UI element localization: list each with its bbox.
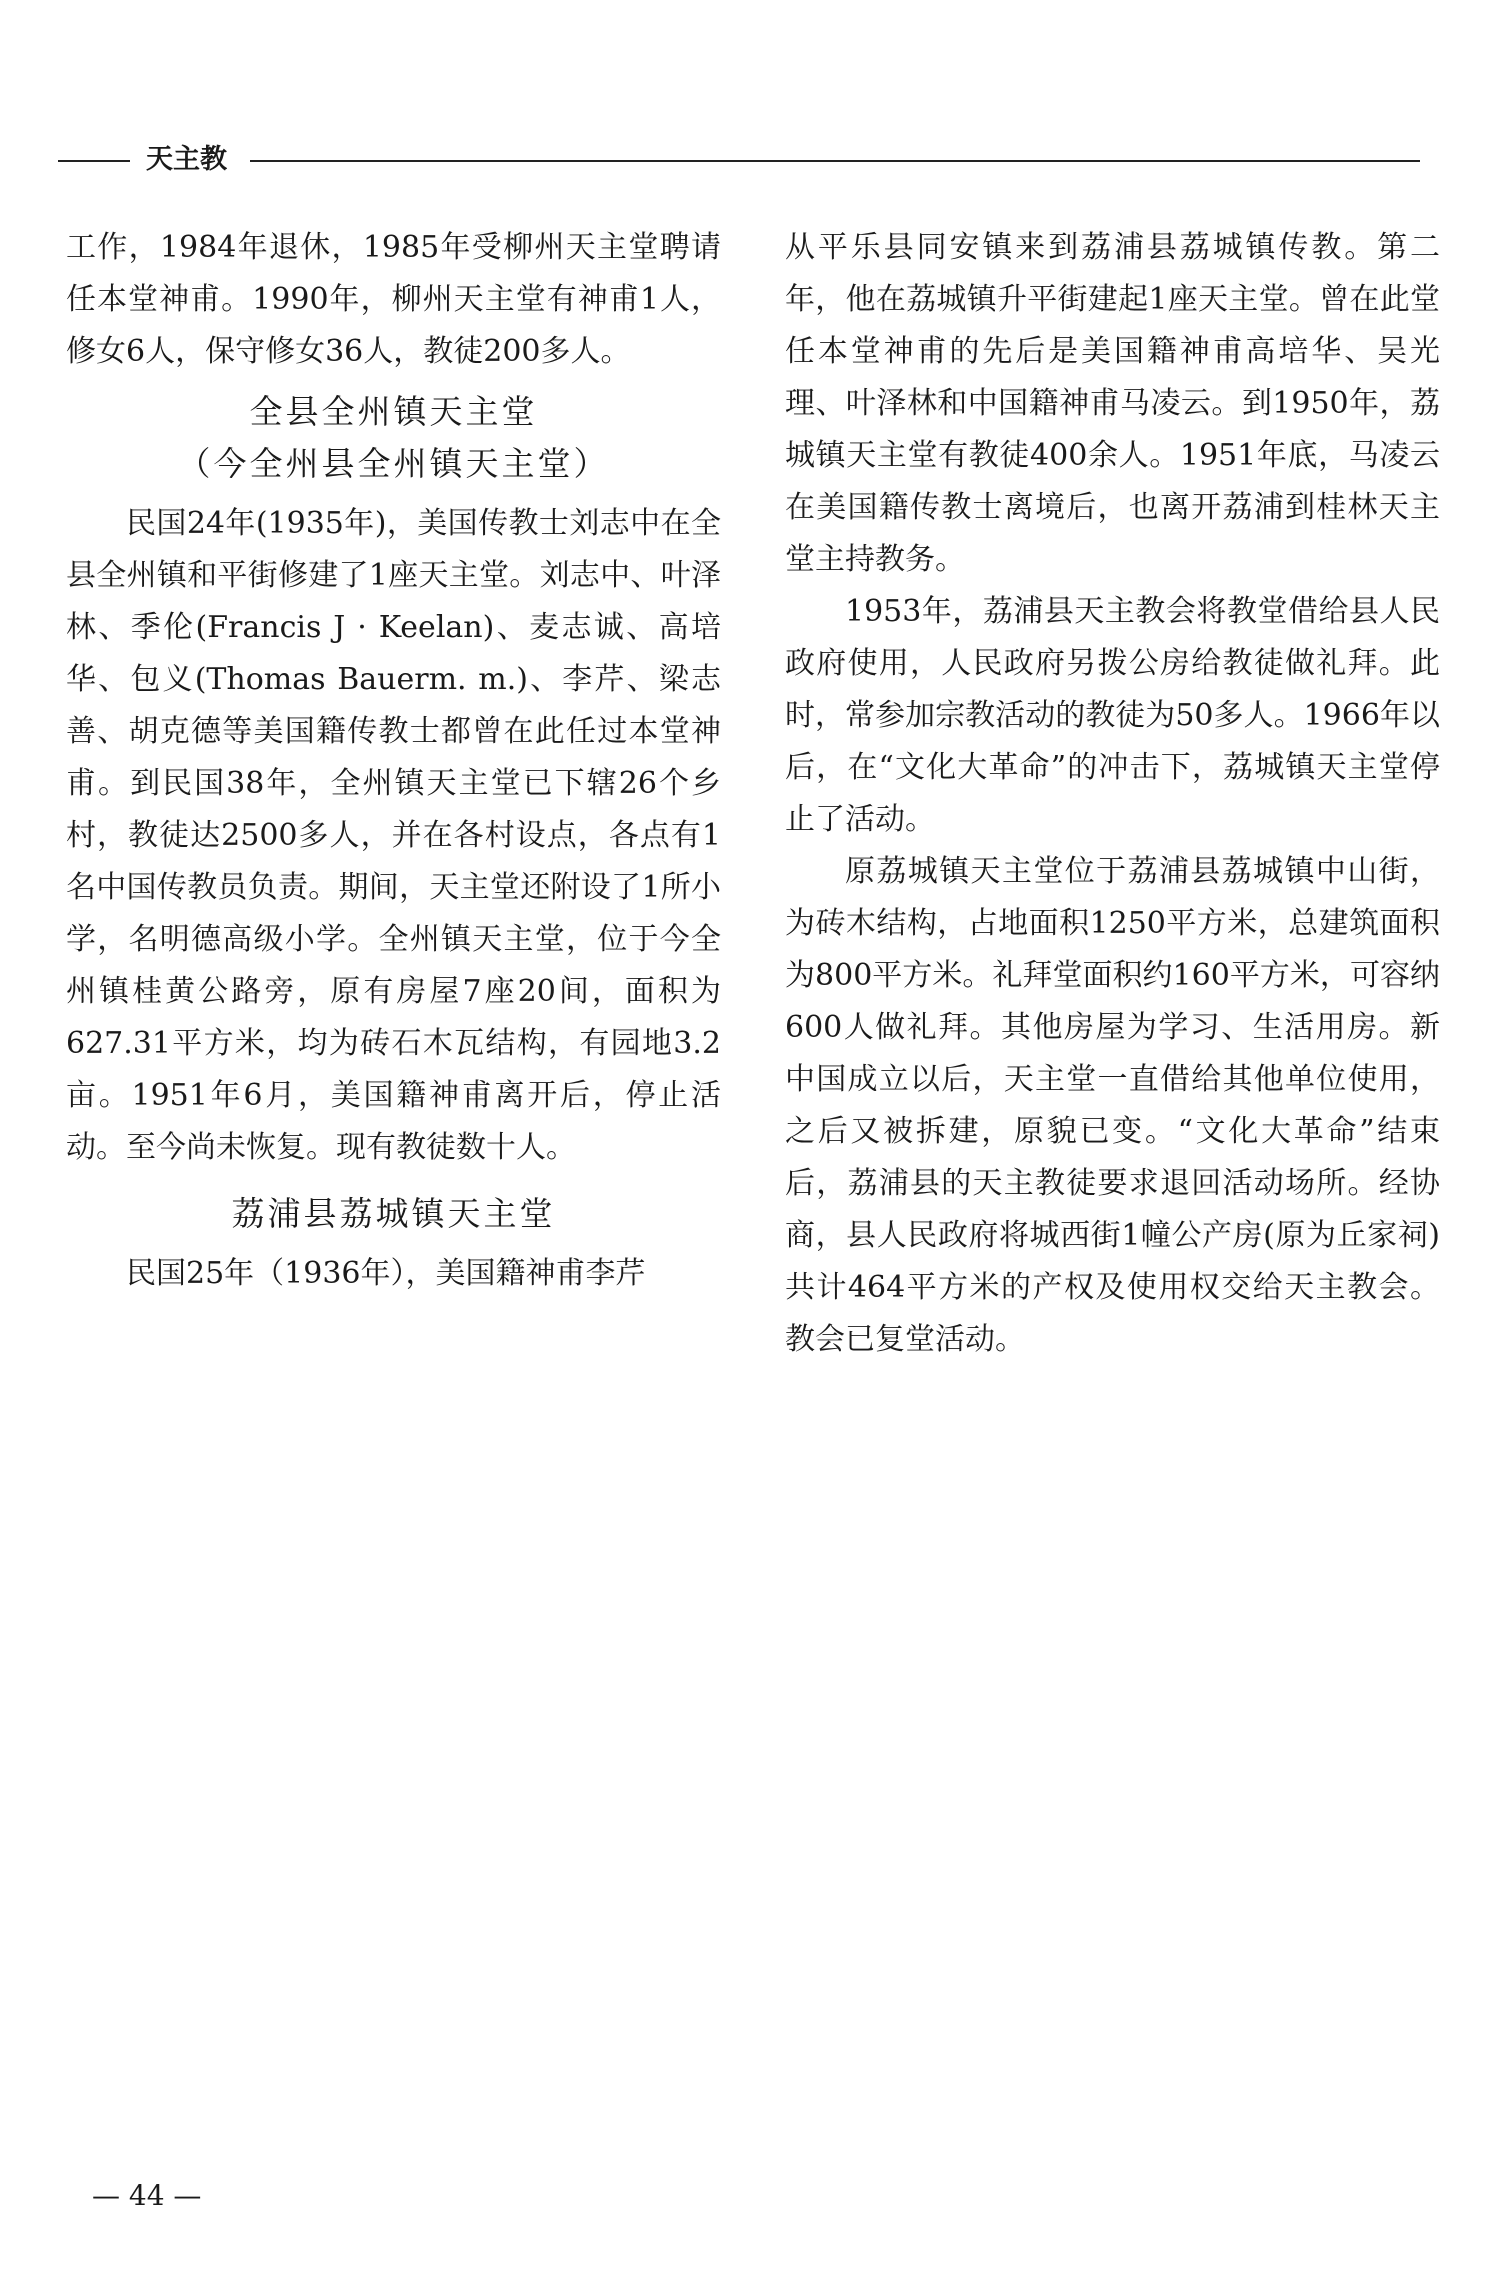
left-paragraph-2: 民国24年(1935年)，美国传教士刘志中在全县全州镇和平街修建了1座天主堂。刘志中、叶泽林、季伦(Francis J · Keelan)、麦志诚、高培华、包义(Thomas Bauerm. m.)、李芹、梁志善、胡克德等美国籍传教士都曾在此任过本堂神甫。到民国38年，全州镇天主堂已下辖26个乡村，教徒达2500多人，并在各村设点，各点有1名中国传教员负责。期间，天主堂还附设了1所小学，名明德高级小学。全州镇天主堂，位于今全州镇桂黄公路旁，原有房屋7座20间，面积为627.31平方米，均为砖石木瓦结构，有园地3.2亩。1951年6月，美国籍神甫离开后，停止活动。至今尚未恢复。现有教徒数十人。 (66, 506, 721, 1165)
right-paragraph-2: 1953年，荔浦县天主教会将教堂借给县人民政府使用，人民政府另拨公房给教徒做礼拜。此时，常参加宗教活动的教徒为50多人。1966年以后，在“文化大革命”的冲击下，荔城镇天主堂停止了活动。 (785, 594, 1440, 837)
left-paragraph-3: 民国25年（1936年），美国籍神甫李芹 (126, 1256, 646, 1291)
section-heading-quanzhou-line2: （今全州县全州镇天主堂） (177, 444, 610, 483)
left-paragraph-1: 工作，1984年退休，1985年受柳州天主堂聘请任本堂神甫。1990年，柳州天主堂有神甫1人，修女6人，保守修女36人，教徒200多人。 (66, 230, 721, 369)
running-header (58, 143, 1420, 177)
right-column (785, 222, 1440, 1366)
section-heading-licheng: 荔浦县荔城镇天主堂 (231, 1194, 556, 1233)
right-paragraph-3: 原荔城镇天主堂位于荔浦县荔城镇中山街，为砖木结构，占地面积1250平方米，总建筑面积为800平方米。礼拜堂面积约160平方米，可容纳600人做礼拜。其他房屋为学习、生活用房。新中国成立以后，天主堂一直借给其他单位使用，之后又被拆建，原貌已变。“文化大革命”结束后，荔浦县的天主教徒要求退回活动场所。经协商，县人民政府将城西街1幢公产房(原为丘家祠)共计464平方米的产权及使用权交给天主教会。教会已复堂活动。 (785, 854, 1440, 1357)
right-paragraph-1: 从平乐县同安镇来到荔浦县荔城镇传教。第二年，他在荔城镇升平街建起1座天主堂。曾在此堂任本堂神甫的先后是美国籍神甫高培华、吴光理、叶泽林和中国籍神甫马凌云。到1950年，荔城镇天主堂有教徒400余人。1951年底，马凌云在美国籍传教士离境后，也离开荔浦到桂林天主堂主持教务。 (785, 230, 1440, 577)
left-column (66, 222, 721, 1300)
header-rule (250, 160, 1420, 162)
header-title: 天主教 (146, 144, 227, 175)
section-heading-quanzhou-line1: 全县全州镇天主堂 (249, 392, 538, 431)
header-dash (58, 160, 130, 162)
page-number: — 44 — (92, 2179, 202, 2212)
